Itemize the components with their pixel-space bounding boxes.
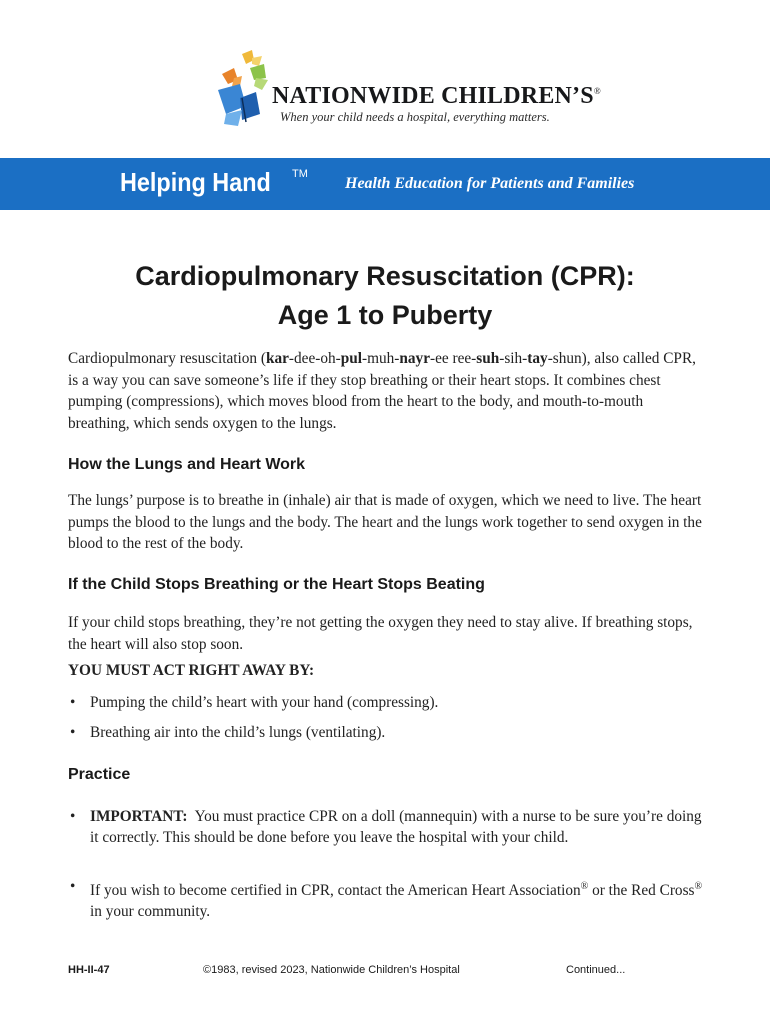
registered-mark: ® [593,86,601,96]
brand-tagline: When your child needs a hospital, everything matters. [280,110,550,124]
banner-trademark: TM [292,168,308,180]
section-heading-practice: Practice [68,766,131,783]
banner-title: Helping Hand [120,167,271,197]
act-right-away-callout: YOU MUST ACT RIGHT AWAY BY: [68,662,315,679]
bullet-dot: • [70,808,76,825]
bullet-dot: • [70,878,76,895]
list-item-text: You must practice CPR on a doll (mannequin) with a nurse to be sure you’re doing it correctly. This should be done before you leave the hospital with your child. [90,808,702,846]
brand-name [272,84,601,108]
brand-name-text: NATIONWIDE CHILDREN’S [272,83,594,109]
list-item [68,722,708,743]
section-heading-stops-breathing: If the Child Stops Breathing or the Heart Stops Beating [68,576,485,593]
important-label: IMPORTANT: [90,808,188,825]
document-code: HH-II-47 [68,964,110,976]
list-item [68,806,708,848]
helping-hand-banner [0,158,770,210]
section-heading-lungs-heart: How the Lungs and Heart Work [68,456,306,473]
document-title-line2: Age 1 to Puberty [277,300,493,330]
list-item [68,692,708,713]
butterflies-logo-icon [212,48,278,128]
list-item-text: Pumping the child’s heart with your hand (compressing). [90,694,439,711]
document-title-line1: Cardiopulmonary Resuscitation (CPR): [135,261,635,291]
section-text-stops-breathing: If your child stops breathing, they’re not getting the oxygen they need to stay alive. If breathing stops, the heart will also stop soon. [68,614,693,653]
copyright-notice: ©1983, revised 2023, Nationwide Children’s Hospital [203,964,460,976]
banner-subtitle: Health Education for Patients and Families [345,175,635,192]
section-text-lungs-heart: The lungs’ purpose is to breathe in (inhale) air that is made of oxygen, which we need to live. The heart pumps the blood to the lungs and the body. The heart and the lungs work together to send oxygen in the blood to the rest of the body. [68,492,702,552]
list-item-text: Breathing air into the child’s lungs (ventilating). [90,724,386,741]
hospital-logo [212,48,601,128]
intro-paragraph: Cardiopulmonary resuscitation (kar-dee-oh-pul-muh-nayr-ee ree-suh-sih-tay-shun), also called CPR, is a way you can save someone’s life if they stop breathing or their heart stops. It combines chest pumping (compressions), which moves blood from the heart to the body, and mouth-to-mouth breathing, which sends oxygen to the lungs. [68,350,696,432]
bullet-dot: • [70,694,76,711]
continued-label: Continued... [566,964,626,976]
bullet-dot: • [70,724,76,741]
list-item: • If you wish to become certified in CPR, contact the American Heart Association® or the Red Cross® in your community. [70,878,703,921]
